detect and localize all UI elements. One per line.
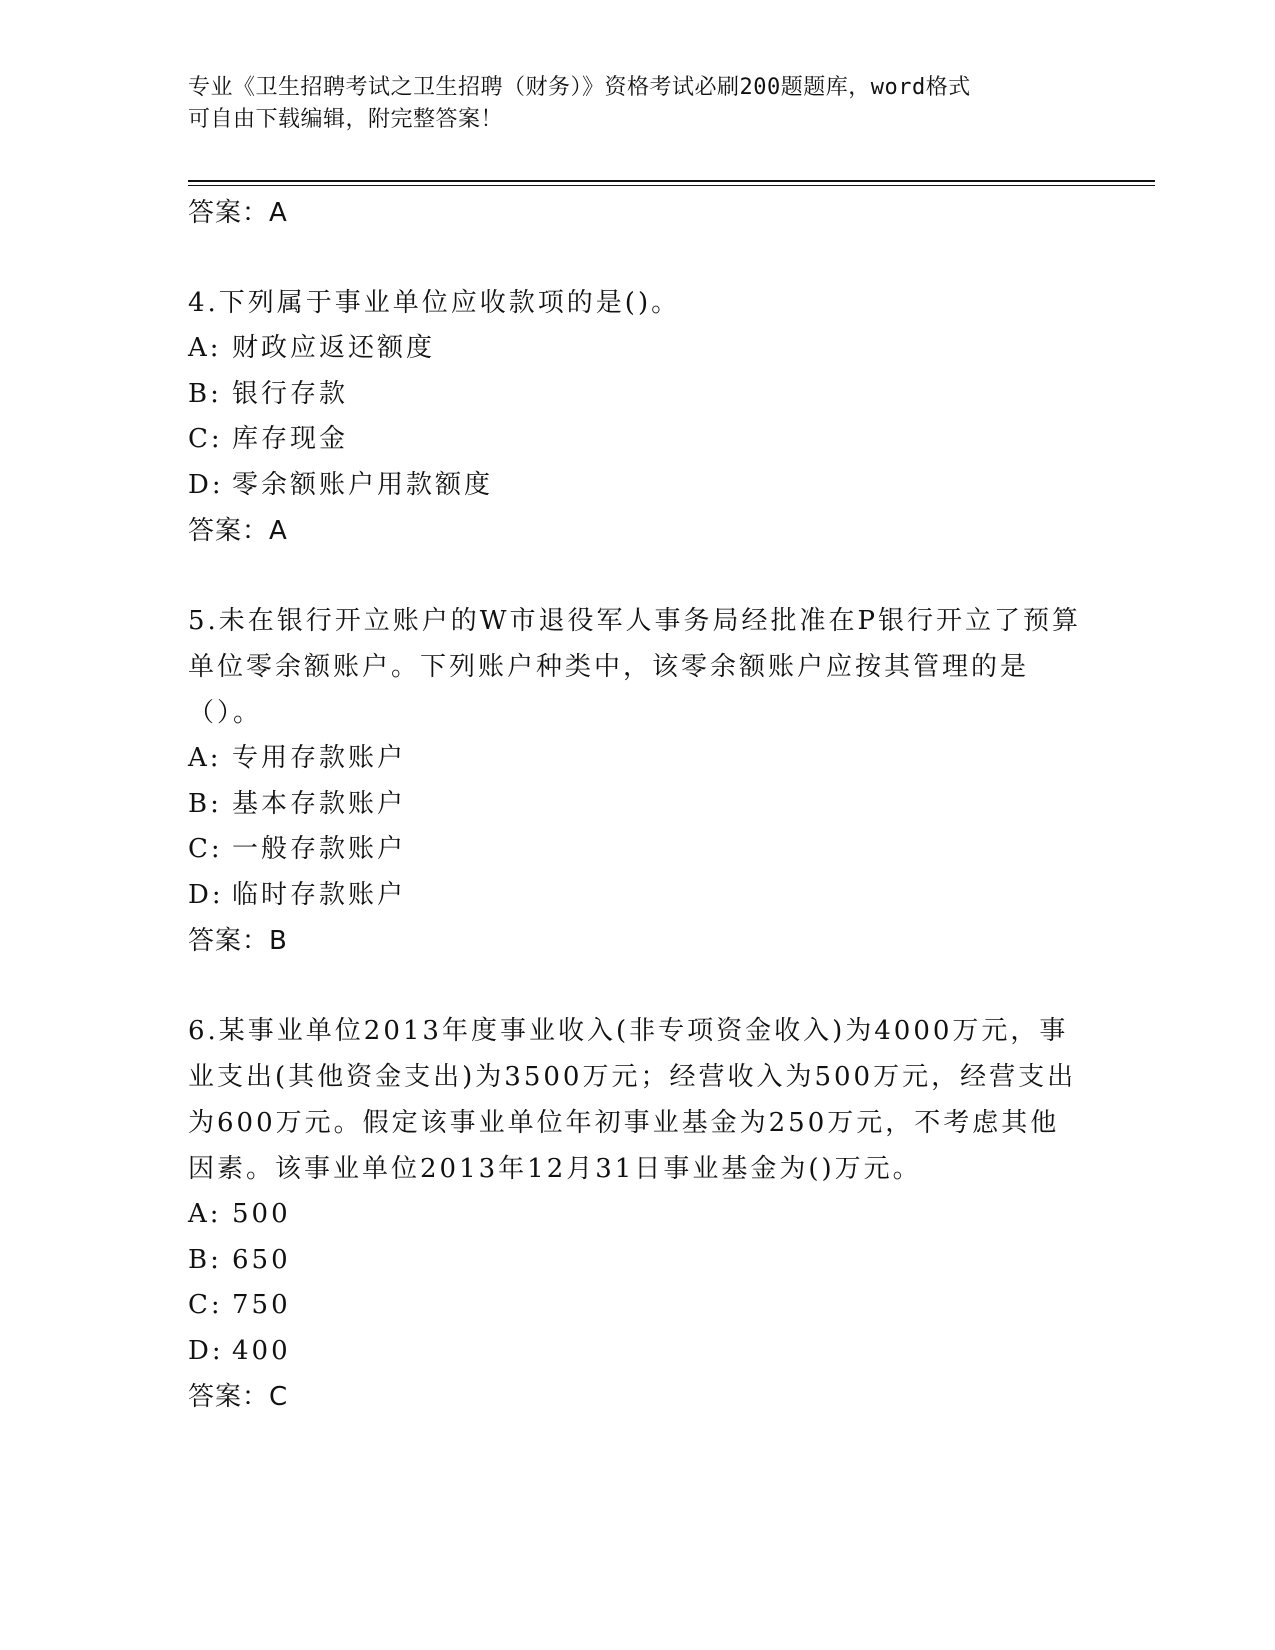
option-c: [188, 1283, 1088, 1329]
option-d: [188, 463, 1088, 509]
question-content: [188, 190, 1088, 1420]
option-c: [188, 827, 1088, 873]
question-text: 6.某事业单位2013年度事业收入(非专项资金收入)为4000万元，事业支出(其他资金支出)为3500万元；经营收入为500万元，经营支出为600万元。假定该事业单位年初事业基金为250万元，不考虑其他因素。该事业单位2013年12月31日事业基金为()万元。: [188, 1016, 1077, 1184]
answer-5: 答案：B: [188, 926, 288, 956]
option-a: [188, 326, 1088, 372]
question-4: [188, 280, 1088, 554]
option-label: C:: [188, 1290, 223, 1320]
option-label: B:: [188, 378, 222, 409]
question-text: 5.未在银行开立账户的W市退役军人事务局经批准在P银行开立了预算单位零余额账户。下列账户种类中，该零余额账户应按其管理的是（）。: [188, 606, 1082, 728]
option-text: 零余额账户用款额度: [232, 469, 494, 500]
document-header: [188, 72, 1068, 136]
option-a: [188, 736, 1088, 782]
question-6: [188, 1008, 1088, 1420]
option-label: C:: [188, 834, 223, 864]
option-text: 财政应返还额度: [232, 333, 436, 363]
option-b: [188, 782, 1088, 828]
option-b: [188, 372, 1088, 418]
header-divider-thin: [188, 185, 1155, 186]
option-label: D:: [188, 469, 224, 500]
option-c: [188, 417, 1088, 463]
option-text: 库存现金: [232, 424, 349, 454]
option-a: [188, 1192, 1088, 1238]
header-line-2: 可自由下载编辑，附完整答案！: [188, 107, 504, 132]
header-divider-thick: [188, 180, 1155, 182]
option-text: 一般存款账户: [232, 834, 407, 864]
option-label: B:: [188, 788, 222, 819]
option-text: 临时存款账户: [232, 879, 407, 910]
option-d: [188, 1329, 1088, 1375]
option-label: C:: [188, 424, 223, 454]
option-label: A:: [188, 743, 222, 773]
answer-4: 答案：A: [188, 516, 288, 546]
question-text: 4.下列属于事业单位应收款项的是()。: [188, 288, 681, 318]
option-d: [188, 873, 1088, 919]
option-label: D:: [188, 879, 224, 910]
option-label: A:: [188, 333, 222, 363]
question-5: [188, 598, 1088, 964]
option-b: [188, 1238, 1088, 1284]
header-line-1: 专业《卫生招聘考试之卫生招聘（财务）》资格考试必刷200题题库，word格式: [188, 75, 971, 100]
option-label: A:: [188, 1199, 222, 1229]
option-label: D:: [188, 1335, 224, 1366]
option-label: B:: [188, 1244, 222, 1275]
answer-prev: 答案：A: [188, 198, 288, 228]
option-text: 500: [232, 1199, 291, 1229]
option-text: 400: [232, 1335, 291, 1366]
option-text: 750: [232, 1290, 291, 1320]
option-text: 银行存款: [232, 378, 349, 409]
option-text: 基本存款账户: [232, 788, 407, 819]
answer-6: 答案：C: [188, 1382, 289, 1412]
option-text: 专用存款账户: [232, 743, 407, 773]
option-text: 650: [232, 1244, 291, 1275]
